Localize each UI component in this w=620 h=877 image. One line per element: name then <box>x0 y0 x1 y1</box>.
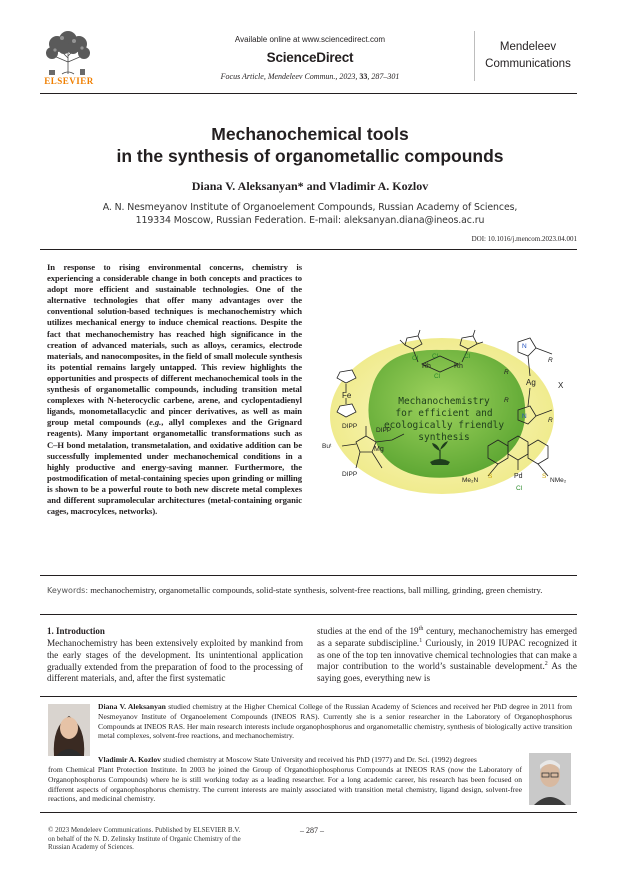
abstract-part1: In response to rising environmental concerns, chemistry is experiencing a considerable change in both concepts and practices to adopt more efficient and sustainable technologies. One of the alternative technologies that offer many advantages over the conventional solution-based techniques is mechanochemistry which utilizes mechanical energy to induce chemical reactions. Despite the fact that mechanochemistry has reached high significance in the creation of advanced materials, such as alloys, ceramics, electrode materials, and nanocomposites, in the field of small molecule synthesis its potential remains largely untapped. This review highlights the opportunities and prospects of different mechanochemical tools in the synthesis of organometallic compounds, including transition metal complexes with N-heterocyclic carbene, arene, and cyclopentadienyl ligands, monometallacyclic and pincer derivatives, as well as main group metal compounds ( <box>47 262 302 428</box>
citation-prefix: Focus Article, Mendeleev Commun., 2023, <box>220 72 358 81</box>
elsevier-wordmark: ELSEVIER <box>44 76 94 86</box>
abstract-text <box>47 262 302 517</box>
n-label-1: N <box>522 343 527 350</box>
affiliation-line2: 119334 Moscow, Russian Federation. E-mail: aleksanyan.diana@ineos.ac.ru <box>135 215 485 226</box>
article-title <box>40 123 580 167</box>
introduction-heading: 1. Introduction <box>47 626 105 636</box>
graphic-line1: Mechanochemistry <box>398 396 490 407</box>
title-line1: Mechanochemical tools <box>211 124 409 144</box>
keywords <box>47 585 567 596</box>
intro-left-column: Mechanochemistry has been extensively exploited by mankind from the early stages of the development. Its unintentional application gradually extended from the preparation of food to the processing of different materials, and, after the first systematic <box>47 638 303 684</box>
graphic-line3: ecologically friendly <box>383 420 505 431</box>
copyright-line3: Russian Academy of Sciences. <box>48 843 134 852</box>
footer-rule <box>40 812 577 813</box>
mg-label: Mg <box>374 446 384 453</box>
citation-pages: , 287–301 <box>367 72 400 81</box>
me2n-label: Me₂N <box>462 477 479 484</box>
rh-label-left: Rh <box>422 363 431 370</box>
abstract-top-rule <box>40 249 577 250</box>
journal-name-line2: Communications <box>485 58 571 70</box>
r-label-4: R <box>548 417 553 424</box>
cl-label-right: Cl <box>464 353 471 360</box>
copyright-notice <box>48 826 298 852</box>
available-online-line <box>150 35 470 44</box>
intro-right-c: Curiously, in 2019 IUPAC recognized it as one of the top ten innovative chemical technologies that can make a major contribution to the world’s sustainable development. <box>317 637 578 672</box>
copyright-line1: © 2023 Mendeleev Communications. Published by ELSEVIER B.V. <box>48 826 241 834</box>
intro-right-a: studies at the end of the 19 <box>317 626 419 636</box>
cl-label-bottom: Cl <box>434 373 441 380</box>
article-doi[interactable]: DOI: 10.1016/j.mencom.2023.04.001 <box>471 235 577 243</box>
sciencedirect-url[interactable]: www.sciencedirect.com <box>301 35 386 44</box>
title-line2: in the synthesis of organometallic compounds <box>116 146 504 166</box>
s-label-left: S <box>488 473 493 480</box>
cl-label-left: Cl <box>412 355 419 362</box>
intro-right-column <box>317 626 577 685</box>
header-rule <box>40 93 577 94</box>
intro-right-b: century, mechanochemistry has emerged as a separate subdiscipline. <box>317 626 577 648</box>
intro-right-d: As the saying goes, everything new is <box>317 661 577 684</box>
nme2-label: NMe₂ <box>550 477 567 484</box>
available-prefix: Available online at <box>234 35 300 44</box>
page-number: – 287 – <box>300 826 324 835</box>
reference-1[interactable]: 1 <box>419 637 423 644</box>
bio-aleksanyan <box>98 702 572 741</box>
article-citation <box>150 72 470 81</box>
dipp-label-2: DIPP <box>376 427 392 434</box>
fe-label: Fe <box>342 391 352 400</box>
keywords-label: Keywords: <box>47 586 89 595</box>
bio-kozlov-first-line <box>98 755 522 765</box>
r-label-2: R <box>548 357 553 364</box>
bio1-text: studied chemistry at the Higher Chemical College of the Russian Academy of Sciences and received her PhD degree in 2011 from Nesmeyanov Institute of Organoelement Compounds (INEOS RAS). Currently she is a senior researcher in the Laboratory of Organophosphorus Compounds at INEOS RAS. Her main research interests include organophosphorus and organometallic chemistry, synthesis of biologically active transition metal complexes, solvent-free reactions, and mechanochemistry. <box>98 702 572 741</box>
graphic-line4: synthesis <box>418 432 470 443</box>
journal-name-line1: Mendeleev <box>499 41 557 53</box>
cl-label-top: Cl <box>432 353 439 360</box>
bio1-name: Diana V. Aleksanyan <box>98 702 166 711</box>
r-label-1: R <box>504 369 509 376</box>
reference-2[interactable]: 2 <box>544 661 548 668</box>
bio-top-rule <box>40 696 577 697</box>
pd-label: Pd <box>514 473 523 480</box>
graphic-line2: for efficient and <box>395 408 493 419</box>
bio2-name: Vladimir A. Kozlov <box>98 755 161 764</box>
bio2-text-a: studied chemistry at Moscow State University and received his PhD (1977) and Dr. Sci. (1992) degrees <box>160 755 477 764</box>
intro-right-th: th <box>418 625 424 632</box>
abstract-part2: , allyl complexes and the Grignard reagents). Many important organometallic transformations such as C–H bond metalation, transmetalation, and oxidative addition can be successfully implemented under mechanochemical conditions in a highly productive and energy-saving manner. Furthermore, the postmodification of metal-containing species upon grinding or milling is shown to be a powerful route to both new discrete metal complexes and different supramolecular architectures (metal-containing organic cages, macrocylces, networks). <box>47 417 302 517</box>
graphical-abstract <box>312 318 577 513</box>
keywords-top-rule <box>40 575 577 576</box>
abstract-eg: e.g. <box>149 417 162 428</box>
author-affiliation <box>40 201 580 227</box>
keywords-bottom-rule <box>40 614 577 615</box>
dipp-label-3: DIPP <box>342 471 358 478</box>
s-label-right: S <box>542 473 547 480</box>
cl-label-pd: Cl <box>516 485 523 492</box>
sciencedirect-brand: ScienceDirect <box>266 50 354 65</box>
citation-volume: 33 <box>359 72 368 81</box>
journal-name <box>478 39 578 73</box>
bu-label: Buᵗ <box>322 443 332 450</box>
affiliation-line1: A. N. Nesmeyanov Institute of Organoelement Compounds, Russian Academy of Sciences, <box>102 202 518 213</box>
ag-label: Ag <box>526 378 536 387</box>
keywords-list: mechanochemistry, organometallic compounds, solid-state synthesis, solvent-free reactions, ball milling, grinding, green chemistry. <box>90 585 543 595</box>
r-label-3: R <box>504 397 509 404</box>
rh-label-right: Rh <box>454 363 463 370</box>
n-label-2: N <box>522 413 527 420</box>
copyright-line2: on behalf of the N. D. Zelinsky Institute of Organic Chemistry of the <box>48 834 241 843</box>
author-photo-aleksanyan <box>48 704 90 756</box>
dipp-label-1: DIPP <box>342 423 358 430</box>
article-authors: Diana V. Aleksanyan* and Vladimir A. Kozlov <box>191 179 429 193</box>
bio-kozlov-body: from Chemical Plant Protection Institute. In 2003 he joined the Group of Organothiophosphorus Compounds at INEOS RAS (now the Laboratory of Organophosphorus Compounds) where he is still working today as a leading researcher. For a long academic career, his research has been focused on different aspects of organophosphorus chemistry. The current interests are mainly associated with transition metal chemistry, ligand design, solvent-free reactions, and medicinal chemistry. <box>48 765 522 804</box>
author-photo-kozlov <box>529 753 571 805</box>
x-label: X <box>558 381 564 390</box>
